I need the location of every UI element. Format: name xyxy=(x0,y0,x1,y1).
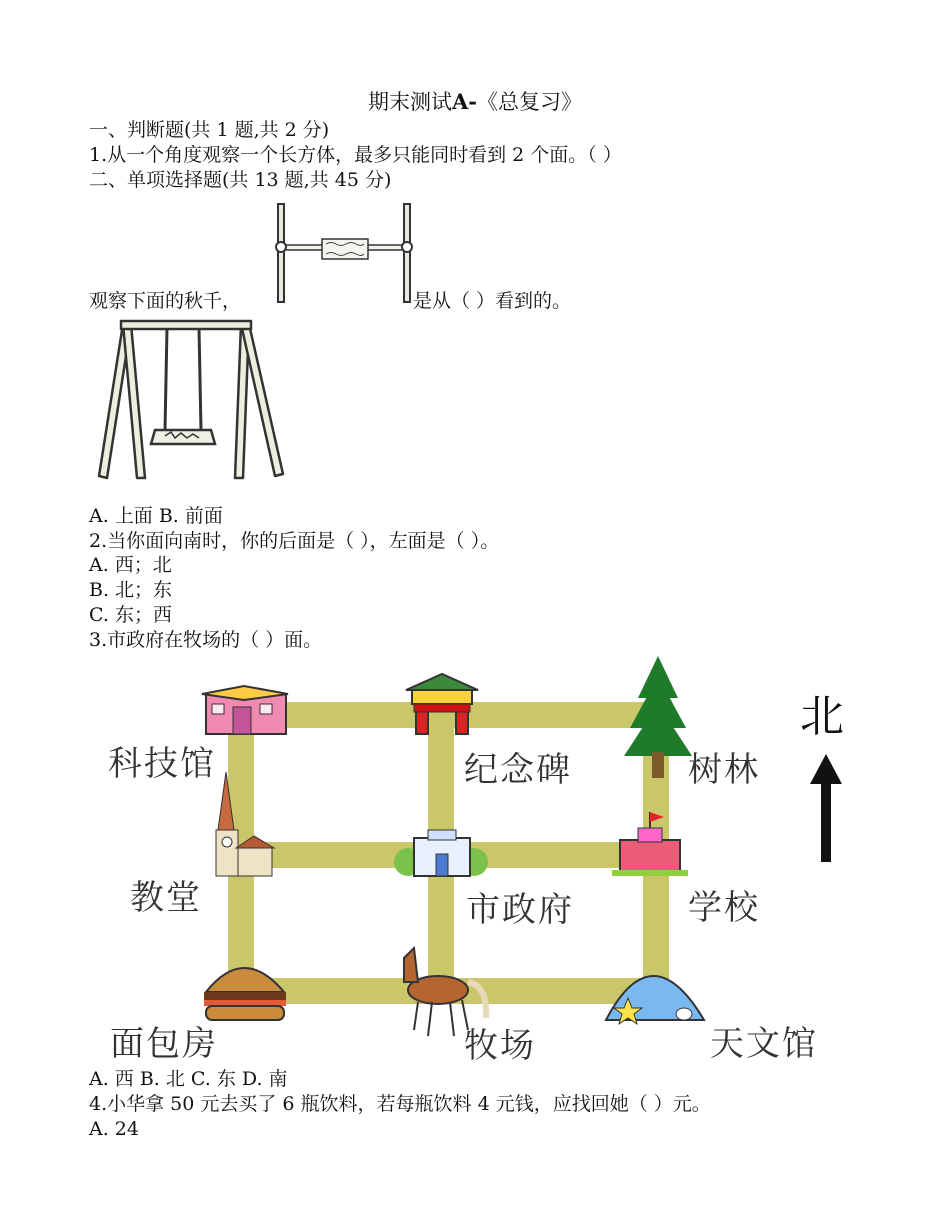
page-title xyxy=(0,89,950,115)
north-label: 北 xyxy=(800,691,844,742)
city-hall-icon xyxy=(394,830,488,876)
swing-question-prefix: 观察下面的秋千， xyxy=(89,290,242,312)
swing-question-suffix: 是从（ ）看到的。 xyxy=(413,290,572,312)
science-museum-icon xyxy=(202,686,288,734)
question-1: 1.从一个角度观察一个长方体，最多只能同时看到 2 个面。（ ） xyxy=(89,144,622,166)
label-planetarium: 天文馆 xyxy=(710,1024,818,1064)
q4-option-a: A. 24 xyxy=(89,1118,139,1140)
label-forest: 树林 xyxy=(688,750,760,790)
title-text: 期末测试 xyxy=(367,90,452,114)
title-suffix: 《总复习》 xyxy=(477,90,582,114)
label-monument: 纪念碑 xyxy=(464,750,572,790)
section-1-heading: 一、判断题(共 1 题,共 2 分) xyxy=(89,119,330,141)
swing-front-view-image xyxy=(93,318,289,482)
school-icon xyxy=(612,812,688,876)
north-arrow-icon xyxy=(808,752,844,864)
q3-options: A. 西 B. 北 C. 东 D. 南 xyxy=(89,1068,288,1090)
burger-icon xyxy=(204,968,286,1020)
question-2: 2.当你面向南时，你的后面是（ ），左面是（ ）。 xyxy=(89,530,500,552)
q2-option-b: B. 北；东 xyxy=(89,579,173,601)
q2-option-a: A. 西；北 xyxy=(89,554,172,576)
label-church: 教堂 xyxy=(130,878,202,918)
q2-option-c: C. 东；西 xyxy=(89,604,172,626)
question-4: 4.小华拿 50 元去买了 6 瓶饮料，若每瓶饮料 4 元钱，应找回她（ ）元。 xyxy=(89,1093,711,1115)
town-map xyxy=(98,652,858,1064)
title-bold: A- xyxy=(451,89,477,114)
swing-options: A. 上面 B. 前面 xyxy=(89,505,223,527)
swing-question xyxy=(89,289,571,313)
label-ranch: 牧场 xyxy=(464,1026,536,1066)
label-science-museum: 科技馆 xyxy=(108,744,216,784)
label-school: 学校 xyxy=(688,888,760,928)
label-bakery: 面包房 xyxy=(110,1024,218,1064)
label-city-hall: 市政府 xyxy=(466,890,574,930)
question-3: 3.市政府在牧场的（ ）面。 xyxy=(89,629,323,651)
section-2-heading: 二、单项选择题(共 13 题,共 45 分) xyxy=(89,169,392,191)
